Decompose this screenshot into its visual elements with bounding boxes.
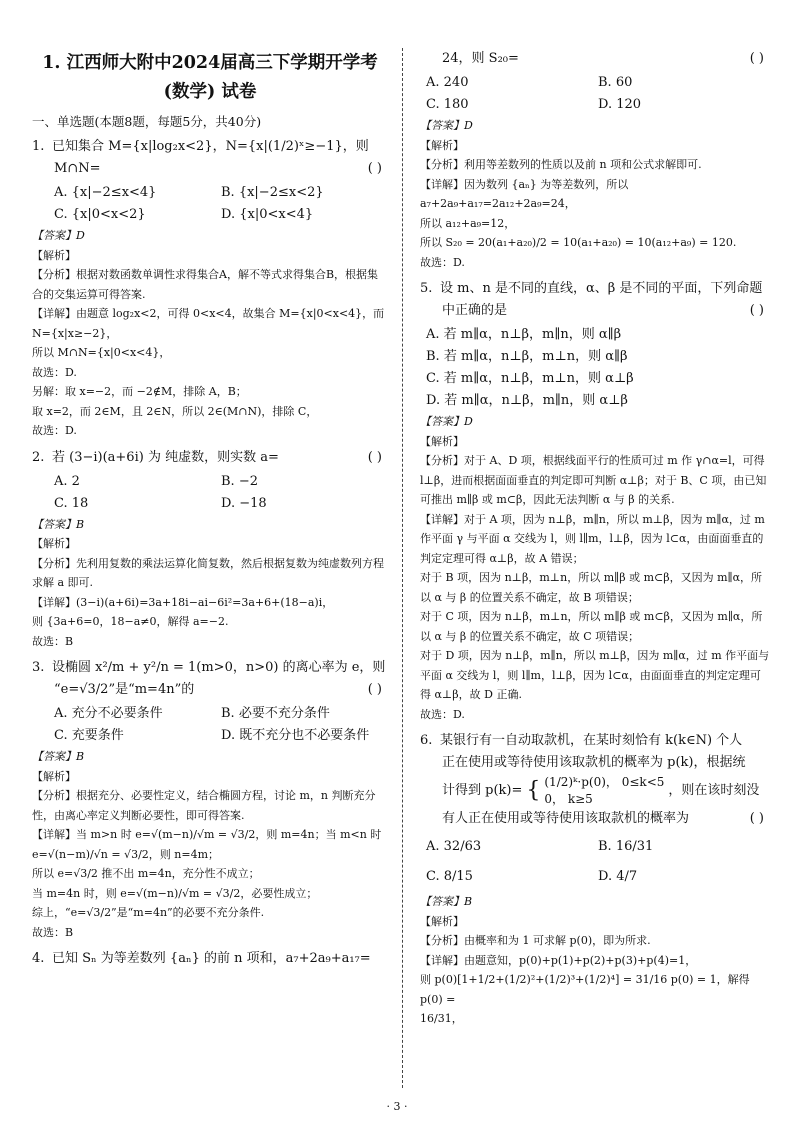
option-d: D. 120 [598, 97, 642, 112]
answer-line: 【答案】B [32, 750, 85, 763]
answer-line: 【答案】D [32, 229, 85, 242]
solution-q3 [32, 747, 388, 942]
solution-q2 [32, 515, 388, 652]
detail-text: 则 p(0)[1+1/2+(1/2)²+(1/2)³+(1/2)⁴] = 31/16 p(0) = 1，解得 p(0) = [420, 973, 750, 1006]
section-heading: 一、单选题(本题8题，每题5分，共40分) [32, 114, 262, 129]
answer-bracket: ( ) [749, 51, 764, 66]
detail-text: 【详解】(3−i)(a+6i)=3a+18i−ai−6i²=3a+6+(18−a)i， [32, 595, 334, 609]
question-number: 2. [32, 449, 45, 465]
page-title-line2: (数学) 试卷 [163, 82, 257, 102]
page-number: · 3 · [386, 1100, 408, 1113]
detail-text: 对于 C 项，因为 n⊥β，m⊥n，所以 m∥β 或 m⊂β，又因为 m∥α，所以 α 与 β 的位置关系不确定，故 C 项错误； [420, 610, 763, 643]
analysis-text: 【分析】利用等差数列的性质以及前 n 项和公式求解即可. [420, 158, 702, 171]
detail-text: 故选：B [32, 925, 74, 939]
options-q1 [32, 182, 388, 226]
options-q4 [420, 72, 770, 116]
detail-text: 另解：取 x=−2，而 −2∉M，排除 A，B； [32, 385, 247, 398]
question-4 [32, 948, 388, 970]
option-a: A. 充分不必要条件 [54, 706, 163, 721]
detail-text: 【详解】当 m>n 时 e=√(m−n)/√m = √3/2，则 m=4n；当 m<n 时 [32, 828, 382, 841]
question-stem-cont: M∩N= [54, 161, 101, 176]
answer-bracket: ( ) [749, 811, 764, 826]
solution-q5 [420, 412, 770, 724]
answer-bracket: ( ) [367, 161, 382, 176]
analysis-text: 【分析】根据对数函数单调性求得集合A，解不等式求得集合B，根据集合的交集运算可得答案. [32, 268, 379, 301]
analysis-label: 【解析】 [32, 248, 76, 262]
case-2: 0， k≥5 [544, 792, 593, 806]
question-stem-cont: 24，则 S₂₀= [442, 51, 519, 66]
analysis-label: 【解析】 [420, 434, 464, 448]
question-stem: 已知 Sₙ 为等差数列 {aₙ} 的前 n 项和，a₇+2a₉+a₁₇= [52, 951, 371, 966]
option-d: D. 若 m∥α，n⊥β，m∥n，则 α⊥β [426, 393, 628, 408]
option-d: D. {x|0<x<4} [221, 207, 314, 222]
option-c: C. 180 [426, 97, 469, 112]
option-c: C. 8/15 [426, 869, 473, 884]
analysis-text: 【分析】对于 A、D 项，根据线面平行的性质可过 m 作 γ∩α=l，可得 l⊥β，进而根据面面垂直的判定即可判断 α⊥β；对于 B、C 项，由已知可推出 m∥β 或 m⊂β，因此无法判断 α 与 β 的关系. [420, 454, 767, 506]
option-d: D. 4/7 [598, 869, 638, 884]
answer-line: 【答案】D [420, 415, 473, 428]
detail-text: 对于 D 项，因为 n⊥β，m∥n，所以 m⊥β，因为 m∥α，过 m 作平面与平面 α 交线为 l，则 l∥m，l⊥β，因为 l⊂α，由面面垂直的判定定理可得 α⊥β，故 D 正确. [420, 649, 770, 701]
detail-text: 故选：D. [420, 707, 465, 721]
detail-text: 16/31， [420, 1012, 463, 1025]
case-1: (1/2)ᵏ·p(0)， 0≤k<5 [544, 775, 665, 789]
option-b: B. −2 [221, 473, 258, 489]
question-4-cont [420, 48, 770, 70]
question-number: 1. [32, 139, 45, 154]
question-1 [32, 136, 388, 180]
piecewise-lead: 计得到 p(k)= [442, 783, 523, 798]
answer-bracket: ( ) [367, 682, 382, 697]
detail-text: 【详解】对于 A 项，因为 n⊥β，m∥n，所以 m⊥β，因为 m∥α，过 m 作平面 γ 与平面 α 交线为 l，则 l∥m，l⊥β，因为 l⊂α，由面面垂直的判定定理可得 α⊥β，故 A 错误； [420, 512, 765, 565]
detail-text: 故选：B [32, 634, 74, 648]
solution-q1 [32, 226, 388, 441]
detail-text: 所以 M∩N={x|0<x<4}， [32, 346, 171, 359]
option-a: A. 240 [426, 75, 469, 90]
analysis-text: 【分析】根据充分、必要性定义，结合椭圆方程，讨论 m，n 判断充分性，由离心率定义判断必要性，即可得答案. [32, 789, 376, 822]
page-title-line1: 1. 江西师大附中2024届高三下学期开学考 [42, 53, 378, 73]
option-b: B. 必要不充分条件 [221, 706, 330, 721]
question-number: 4. [32, 951, 45, 966]
options-q6 [420, 832, 770, 892]
answer-bracket: ( ) [749, 303, 764, 318]
option-d: D. 既不充分也不必要条件 [221, 728, 370, 743]
question-5 [420, 278, 770, 322]
option-a: A. 若 m∥α，n⊥β，m∥n，则 α∥β [426, 327, 622, 342]
detail-text: 所以 S₂₀ = 20(a₁+a₂₀)/2 = 10(a₁+a₂₀) = 10(a₁₂+a₉) = 120. [420, 236, 737, 249]
column-divider [402, 48, 403, 1088]
question-stem-cont: “e=√3/2”是“m=4n”的 [54, 682, 195, 697]
analysis-label: 【解析】 [420, 914, 464, 928]
question-2 [32, 447, 388, 469]
detail-text: 当 m=4n 时，则 e=√(m−n)/√m = √3/2，必要性成立； [32, 886, 318, 900]
options-q3 [32, 703, 388, 747]
analysis-label: 【解析】 [420, 138, 464, 152]
answer-line: 【答案】B [32, 517, 85, 531]
question-stem-cont: 中正确的是 [442, 303, 508, 318]
question-stem: 设 m、n 是不同的直线，α、β 是不同的平面，下列命题 [440, 281, 763, 296]
option-c: C. 若 m∥α，n⊥β，m⊥n，则 α⊥β [426, 371, 634, 386]
detail-text: 所以 e=√3/2 推不出 m=4n，充分性不成立； [32, 867, 260, 880]
options-q5 [420, 324, 770, 412]
detail-text: 取 x=2，而 2∈M，且 2∈N，所以 2∈(M∩N)，排除 C， [32, 404, 318, 418]
option-b: B. {x|−2≤x<2} [221, 185, 324, 200]
analysis-label: 【解析】 [32, 769, 76, 783]
option-c: C. 18 [54, 495, 89, 511]
question-stem-cont: 正在使用或等待使用该取款机的概率为 p(k)，根据统 [442, 755, 746, 770]
question-3 [32, 657, 388, 701]
detail-text: e=√(n−m)/√n = √3/2，则 n=4m； [32, 847, 219, 861]
option-c: C. {x|0<x<2} [54, 207, 146, 222]
option-a: A. 2 [54, 473, 80, 489]
analysis-text: 【分析】先利用复数的乘法运算化简复数，然后根据复数为纯虚数列方程求解 a 即可. [32, 556, 384, 589]
question-stem: 已知集合 M={x|log₂x<2}，N={x|(1/2)ˣ≥−1}，则 [52, 139, 369, 154]
option-a: A. 32/63 [426, 839, 482, 854]
option-d: D. −18 [221, 495, 267, 511]
question-number: 3. [32, 660, 45, 675]
option-a: A. {x|−2≤x<4} [54, 185, 157, 200]
detail-text: 故选：D. [32, 365, 77, 379]
question-6 [420, 730, 770, 830]
piecewise-cases [544, 774, 664, 808]
solution-q4 [420, 116, 770, 272]
answer-line: 【答案】D [420, 119, 473, 132]
option-b: B. 16/31 [598, 839, 654, 854]
detail-text: 对于 B 项，因为 n⊥β，m⊥n，所以 m∥β 或 m⊂β，又因为 m∥α，所以 α 与 β 的位置关系不确定，故 B 项错误； [420, 571, 763, 604]
question-stem: 设椭圆 x²/m + y²/n = 1(m>0，n>0) 的离心率为 e，则 [52, 660, 386, 675]
analysis-label: 【解析】 [32, 537, 76, 550]
right-column [420, 48, 770, 1029]
question-stem: 某银行有一自动取款机，在某时刻恰有 k(k∈N) 个人 [440, 733, 743, 748]
analysis-text: 【分析】由概率和为 1 可求解 p(0)，即为所求. [420, 934, 651, 947]
question-stem-cont: 有人正在使用或等待使用该取款机的概率为 [442, 811, 690, 826]
question-number: 5. [420, 281, 433, 296]
piecewise-definition [420, 774, 759, 808]
detail-text: 【详解】由题意知，p(0)+p(1)+p(2)+p(3)+p(4)=1， [420, 953, 697, 967]
detail-text: 故选：D. [420, 255, 465, 269]
solution-q6 [420, 892, 770, 1029]
detail-text: 则 {3a+6=0，18−a≠0，解得 a=−2. [32, 615, 229, 628]
option-b: B. 若 m∥α，n⊥β，m⊥n，则 α∥β [426, 349, 628, 364]
left-column [32, 48, 388, 972]
option-c: C. 充要条件 [54, 728, 124, 743]
brace-icon: { [526, 778, 541, 803]
detail-text: 故选：D. [32, 424, 77, 437]
answer-line: 【答案】B [420, 895, 473, 908]
detail-text: 所以 a₁₂+a₉=12， [420, 216, 516, 230]
answer-bracket: ( ) [367, 449, 382, 465]
options-q2 [32, 471, 388, 515]
piecewise-tail: ，则在该时刻没 [668, 783, 760, 798]
question-stem: 若 (3−i)(a+6i) 为 纯虚数，则实数 a= [52, 449, 279, 465]
detail-text: 综上，“e=√3/2”是“m=4n”的必要不充分条件. [32, 906, 265, 919]
detail-text: 【详解】因为数列 {aₙ} 为等差数列，所以 a₇+2a₉+a₁₇=2a₁₂+2a₉=24， [420, 177, 629, 210]
option-b: B. 60 [598, 75, 633, 90]
detail-text: 【详解】由题意 log₂x<2，可得 0<x<4，故集合 M={x|0<x<4}，而 N={x|x≥−2}， [32, 307, 385, 340]
question-number: 6. [420, 733, 433, 748]
